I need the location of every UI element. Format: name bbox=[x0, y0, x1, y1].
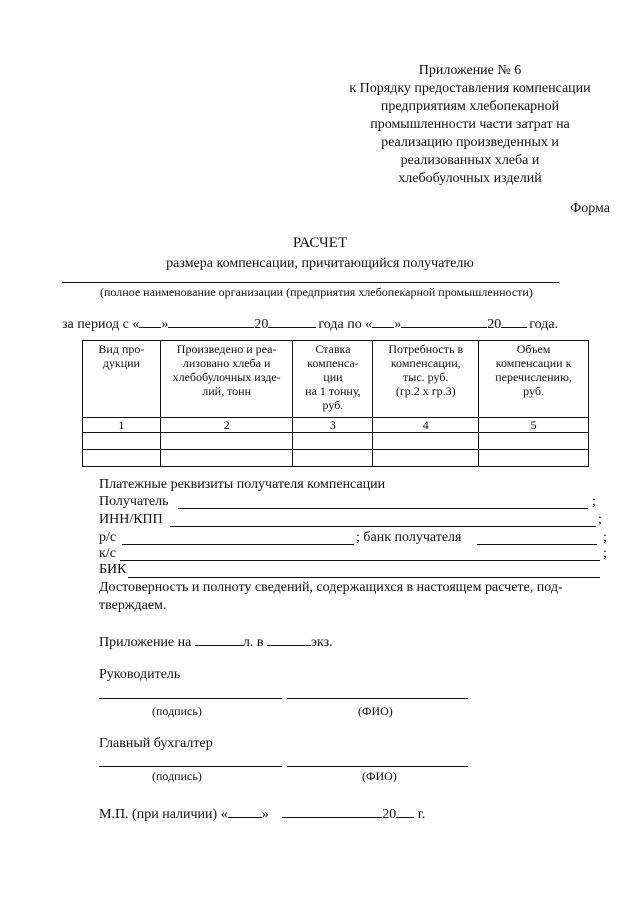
attachment-sheets-field[interactable] bbox=[195, 631, 243, 646]
bik-field[interactable] bbox=[128, 577, 600, 578]
accountant-fio-field[interactable] bbox=[287, 766, 468, 767]
corr-account-label: к/с bbox=[99, 546, 116, 561]
annex-line: реализацию произведенных и bbox=[381, 135, 559, 150]
stamp-day-field[interactable] bbox=[228, 803, 262, 818]
table-cell[interactable] bbox=[83, 433, 161, 450]
column-number: 1 bbox=[83, 418, 161, 433]
period-from-day-field[interactable] bbox=[139, 313, 161, 328]
calculation-table bbox=[82, 340, 589, 467]
bank-field[interactable] bbox=[477, 544, 597, 545]
stamp-month-field[interactable] bbox=[282, 803, 382, 818]
confirmation-text: Достоверность и полноту сведений, содержащихся в настоящем расчете, под- тверждаем. bbox=[99, 580, 563, 613]
period-suffix: года. bbox=[529, 317, 559, 332]
period-to-month-field[interactable] bbox=[401, 313, 487, 328]
table-cell[interactable] bbox=[373, 433, 479, 450]
stamp-year-prefix: 20 bbox=[382, 807, 397, 822]
inn-label: ИНН/КПП bbox=[99, 512, 163, 527]
period-quote: » bbox=[394, 317, 402, 332]
head-signature-field[interactable] bbox=[99, 698, 282, 699]
table-cell[interactable] bbox=[160, 433, 293, 450]
account-field[interactable] bbox=[122, 544, 354, 545]
stamp-quote: » bbox=[261, 807, 269, 822]
attachment-copies-field[interactable] bbox=[267, 631, 311, 646]
document-title: РАСЧЕТ bbox=[292, 235, 348, 251]
column-header: Потребность в компенсации, тыс. руб. (гр.2 х гр.3) bbox=[373, 341, 479, 418]
table-cell[interactable] bbox=[293, 450, 373, 467]
table-cell[interactable] bbox=[160, 450, 293, 467]
period-mid: года по « bbox=[318, 317, 373, 332]
annex-line: промышленности части затрат на bbox=[370, 117, 570, 132]
period-to-day-field[interactable] bbox=[372, 313, 394, 328]
period-quote: » bbox=[161, 317, 169, 332]
head-fio-field[interactable] bbox=[287, 698, 468, 699]
period-to-year-field[interactable] bbox=[501, 313, 527, 328]
annex-line: к Порядку предоставления компенсации bbox=[349, 81, 591, 96]
corr-account-field[interactable] bbox=[120, 560, 600, 561]
column-number: 3 bbox=[293, 418, 373, 433]
bik-label: БИК bbox=[99, 562, 127, 577]
annex-line: предприятиям хлебопекарной bbox=[380, 99, 560, 114]
table-row bbox=[83, 450, 589, 467]
table-cell[interactable] bbox=[293, 433, 373, 450]
stamp-prefix: М.П. (при наличии) « bbox=[99, 807, 228, 822]
column-header: Вид про- дукции bbox=[83, 341, 161, 418]
account-label: р/с bbox=[99, 530, 117, 545]
signature-caption: (подпись) bbox=[152, 704, 202, 718]
column-number: 5 bbox=[479, 418, 589, 433]
table-header-row bbox=[83, 341, 589, 418]
annex-line: хлебобулочных изделий bbox=[398, 171, 542, 186]
column-header: Ставка компенса- ции на 1 тонну, руб. bbox=[293, 341, 373, 418]
annex-line: реализованных хлеба и bbox=[400, 153, 540, 168]
document-subtitle: размера компенсации, причитающийся получателю bbox=[166, 256, 474, 271]
period-from-month-field[interactable] bbox=[168, 313, 254, 328]
period-year-prefix: 20 bbox=[254, 317, 269, 332]
annex-line: Приложение № 6 bbox=[418, 63, 522, 78]
period-prefix: за период с « bbox=[62, 317, 140, 332]
semicolon: ; bbox=[598, 512, 602, 527]
semicolon: ; bbox=[592, 494, 596, 509]
column-header: Объем компенсации к перечислению, руб. bbox=[479, 341, 589, 418]
attachment-mid: л. в bbox=[242, 635, 264, 650]
payment-heading: Платежные реквизиты получателя компенсации bbox=[99, 477, 386, 492]
column-header: Произведено и реа- лизовано хлеба и хлебобулочных изде- лий, тонн bbox=[160, 341, 293, 418]
fio-caption: (ФИО) bbox=[358, 704, 393, 718]
attachment-line bbox=[99, 631, 333, 651]
bank-label: ; банк получателя bbox=[356, 530, 462, 545]
annex-heading bbox=[330, 62, 610, 188]
fio-caption: (ФИО) bbox=[362, 769, 397, 783]
attachment-suffix: экз. bbox=[310, 635, 333, 650]
signature-caption: (подпись) bbox=[152, 769, 202, 783]
form-label: Форма bbox=[570, 201, 610, 216]
table-cell[interactable] bbox=[479, 450, 589, 467]
stamp-year-field[interactable] bbox=[396, 803, 414, 818]
table-cell[interactable] bbox=[479, 433, 589, 450]
recipient-field[interactable] bbox=[178, 508, 588, 509]
semicolon: ; bbox=[603, 530, 607, 545]
period-line bbox=[62, 313, 558, 333]
period-year-prefix: 20 bbox=[487, 317, 502, 332]
recipient-label: Получатель bbox=[99, 494, 169, 509]
inn-field[interactable] bbox=[170, 526, 596, 527]
accountant-label: Главный бухгалтер bbox=[99, 736, 213, 751]
table-cell[interactable] bbox=[83, 450, 161, 467]
semicolon: ; bbox=[603, 546, 607, 561]
attachment-prefix: Приложение на bbox=[99, 635, 192, 650]
org-name-field[interactable] bbox=[62, 282, 559, 283]
period-from-year-field[interactable] bbox=[268, 313, 316, 328]
table-cell[interactable] bbox=[373, 450, 479, 467]
head-label: Руководитель bbox=[99, 667, 181, 682]
column-number: 4 bbox=[373, 418, 479, 433]
stamp-date-line bbox=[99, 803, 425, 823]
table-number-row bbox=[83, 418, 589, 433]
accountant-signature-field[interactable] bbox=[99, 766, 282, 767]
stamp-suffix: г. bbox=[417, 807, 426, 822]
table-row bbox=[83, 433, 589, 450]
column-number: 2 bbox=[160, 418, 293, 433]
org-name-caption: (полное наименование организации (предприятия хлебопекарной промышленности) bbox=[100, 285, 533, 299]
